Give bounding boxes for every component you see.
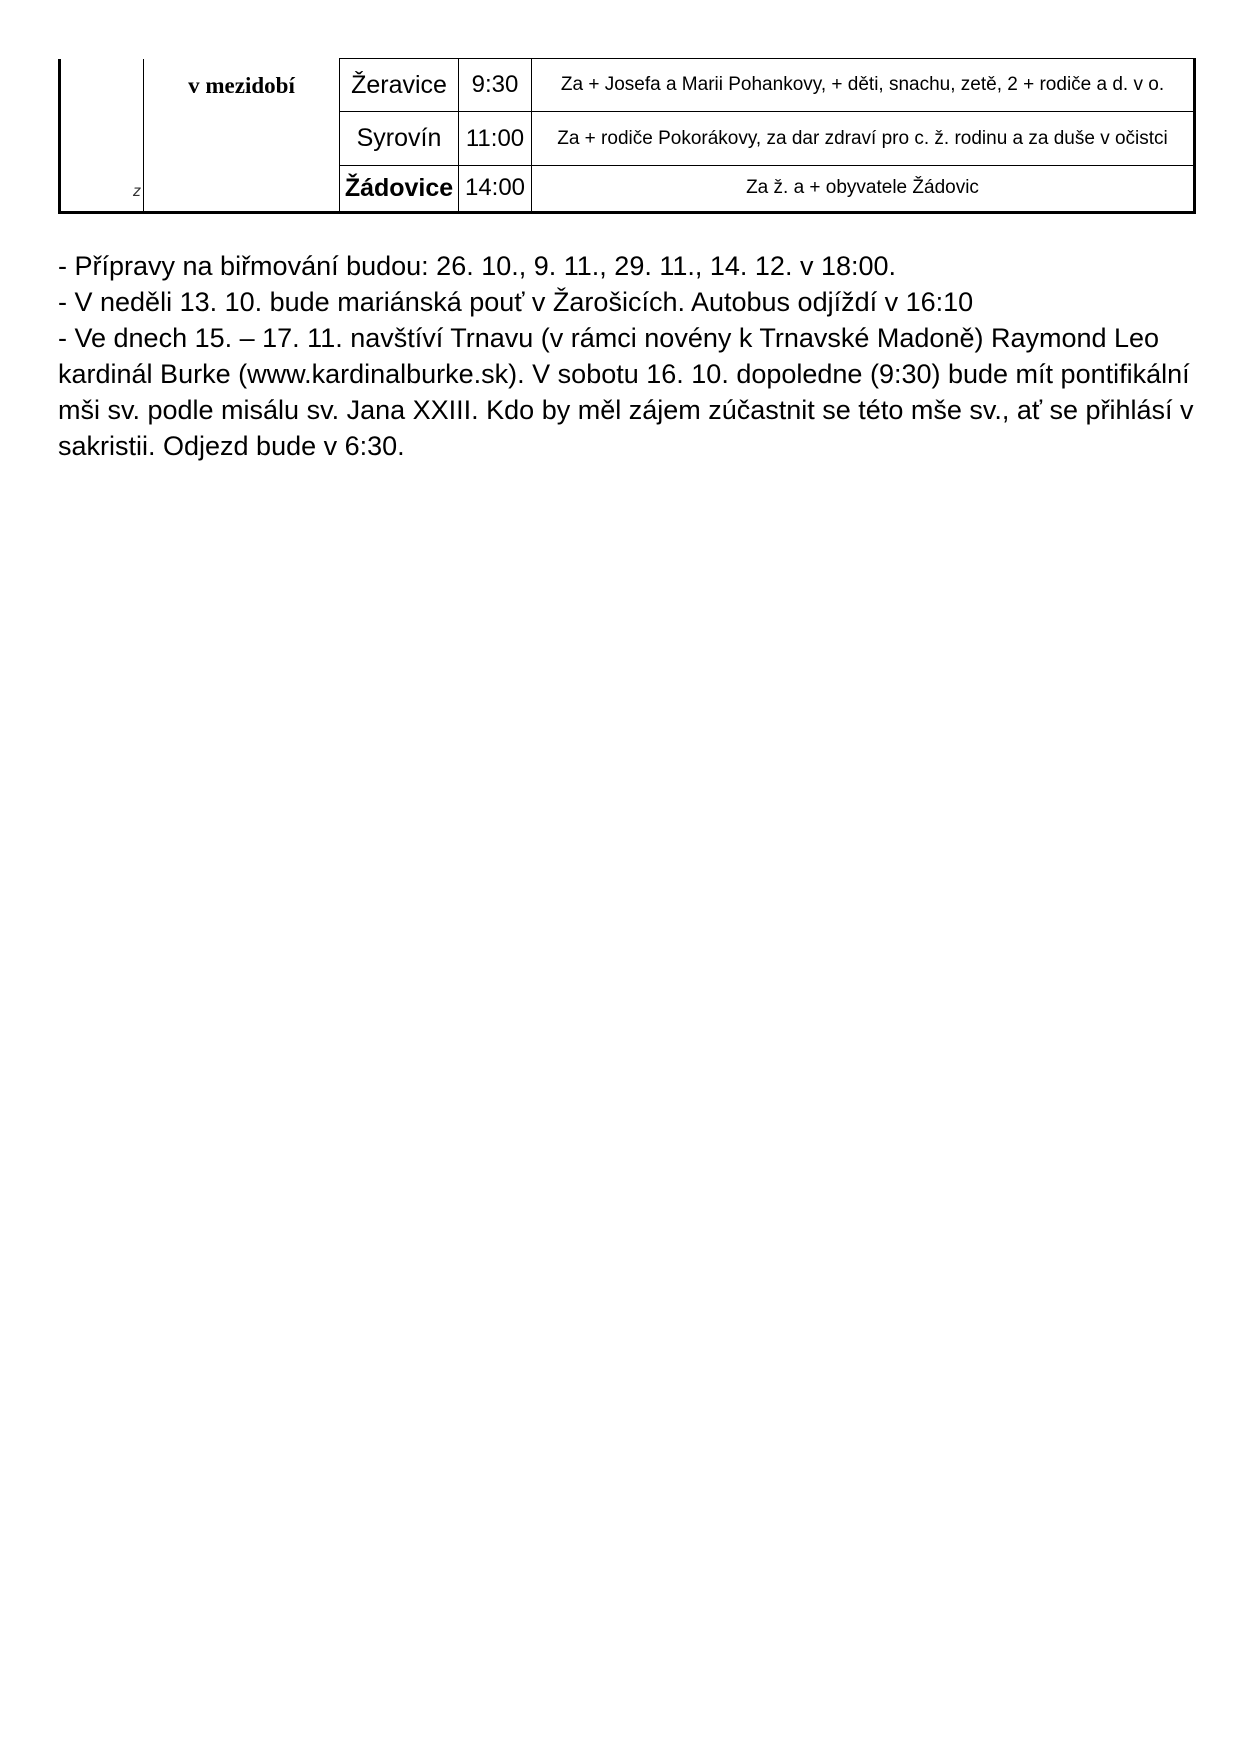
intention-cell: Za + Josefa a Marii Pohankovy, + děti, snachu, zetě, 2 + rodiče a d. v o. [532, 59, 1195, 112]
announcement-item: - Ve dnech 15. – 17. 11. navštíví Trnavu (v rámci novény k Trnavské Madoně) Raymond Leo kardinál Burke (www.kardinalburke.sk). V sobotu 16. 10. dopoledne (9:30) bude mít pontifikální mši sv. podle misálu sv. Jana XXIII. Kdo by měl zájem zúčastnit se této mše sv., ať se přihlásí v sakristii. Odjezd bude v 6:30. [58, 323, 1194, 461]
announcement-item: - Přípravy na biřmování budou: 26. 10., 9. 11., 29. 11., 14. 12. v 18:00. [58, 251, 897, 281]
announcements-list [58, 248, 1198, 464]
intention-cell: Za + rodiče Pokorákovy, za dar zdraví pro c. ž. rodinu a za duše v očistci [532, 112, 1195, 165]
schedule-row-zeravice [60, 59, 1195, 112]
place-cell: Žádovice [340, 165, 459, 212]
day-cell [60, 59, 144, 213]
day-mark: z [133, 183, 141, 200]
intention-cell: Za ž. a + obyvatele Žádovic [532, 165, 1195, 212]
time-cell: 11:00 [459, 112, 532, 165]
feast-label: v mezidobí [188, 72, 295, 98]
place-cell: Žeravice [340, 59, 459, 112]
feast-cell [144, 59, 340, 213]
time-cell: 9:30 [459, 59, 532, 112]
time-cell: 14:00 [459, 165, 532, 212]
place-cell: Syrovín [340, 112, 459, 165]
mass-schedule-table [58, 58, 1196, 214]
announcement-item: - V neděli 13. 10. bude mariánská pouť v Žarošicích. Autobus odjíždí v 16:10 [58, 287, 974, 317]
